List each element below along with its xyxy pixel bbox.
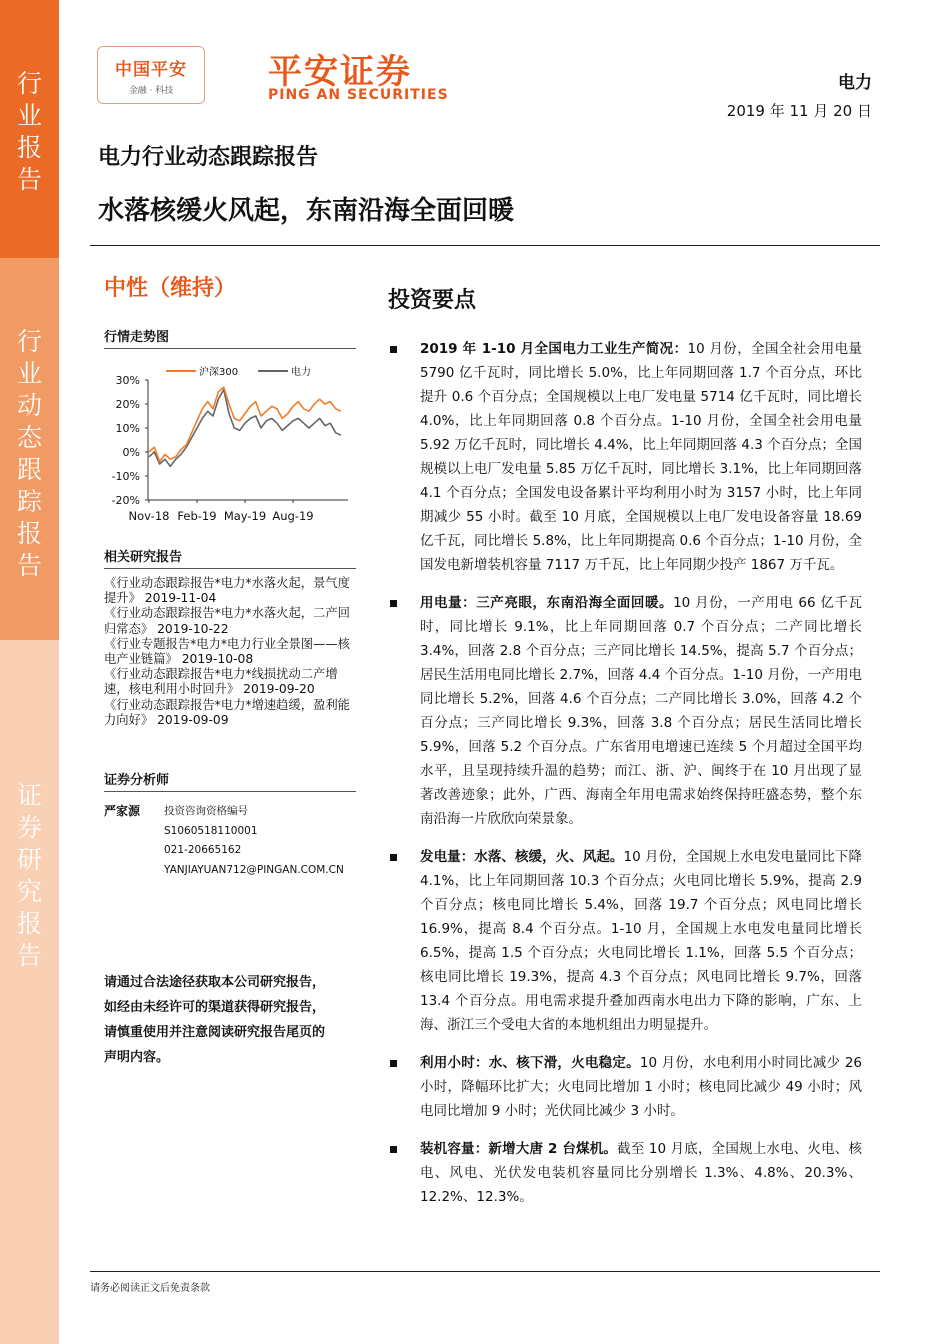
related-reports-label: 相关研究报告	[104, 550, 183, 565]
analyst-name: 严家源	[104, 804, 141, 818]
sector-label: 电力	[838, 73, 872, 93]
analyst-cert-label: 投资咨询资格编号	[164, 805, 248, 817]
chart-y-tick-label: 30%	[115, 374, 140, 387]
bullet-square-icon	[390, 854, 397, 861]
bullet-square-icon	[390, 1060, 397, 1067]
analyst-section-label: 证券分析师	[104, 773, 170, 788]
chart-y-tick-label: -20%	[111, 494, 140, 507]
analyst-info	[164, 802, 354, 880]
investment-points-heading: 投资要点	[388, 288, 477, 313]
point-lead: 利用小时：水、核下滑，火电稳定。	[420, 1055, 640, 1071]
chart-y-tick-label: 20%	[115, 398, 140, 411]
point-body: 截至 10 月底，全国规上水电、火电、核电、风电、光伏发电装机容量同比分别增长 1.3%、4.8%、20.3%、12.2%、12.3%。	[420, 1141, 862, 1205]
investment-points-list	[388, 337, 862, 1209]
investment-point	[388, 1137, 862, 1209]
chart-legend-label: 沪深300	[199, 367, 239, 378]
bullet-square-icon	[390, 600, 397, 607]
chart-y-tick-label: 10%	[115, 422, 140, 435]
trend-chart-label: 行情走势图	[104, 330, 170, 345]
section-divider	[104, 568, 356, 569]
section-divider	[104, 348, 356, 349]
related-report-item[interactable]: 《行业专题报告*电力*电力行业全景图——核电产业链篇》 2019-10-08	[104, 636, 350, 667]
related-report-item[interactable]: 《行业动态跟踪报告*电力*水落火起，景气度提升》 2019-11-04	[104, 576, 350, 606]
related-report-item[interactable]: 《行业动态跟踪报告*电力*线损扰动二产增速，核电利用小时回升》 2019-09-20	[104, 667, 338, 697]
investment-point	[388, 591, 862, 831]
analyst-cert-no: S1060518110001	[164, 824, 258, 837]
footer-divider	[90, 1271, 880, 1272]
chart-legend-label: 电力	[291, 367, 311, 378]
point-lead: 装机容量：新增大唐 2 台煤机。	[420, 1141, 618, 1157]
chart-x-tick-label: Feb-19	[177, 509, 217, 523]
brand-name-cn: 平安证券	[268, 52, 412, 92]
sidebar-band-text: 行业动态跟踪报告	[16, 327, 42, 580]
chart-x-tick-label: May-19	[223, 509, 267, 523]
page-title: 水落核缓火风起，东南沿海全面回暖	[98, 196, 515, 226]
bullet-square-icon	[390, 346, 397, 353]
related-report-item[interactable]: 《行业动态跟踪报告*电力*水落火起，二产回归常态》 2019-10-22	[104, 606, 350, 636]
sidebar-band-text: 行业报告	[16, 69, 42, 194]
logo-main-text: 中国平安	[115, 60, 187, 80]
point-body: 10 月份，全国规上水电发电量同比下降 4.1%，比上年同期回落 10.3 个百分点；火电同比增长 5.9%，提高 2.9 个百分点；核电同比增长 5.4%，回落 19.7 个百分点；风电同比增长 16.9%，提高 8.4 个百分点。1-10 月，全国规上水电发电量同比增长 6.5%，提高 1.5 个百分点；火电同比增长 1.1%，回落 5.5 个百分点；核电同比增长 19.3%，提高 4.3 个百分点；风电同比增长 9.7%，回落 13.4 个百分点。用电需求提升叠加西南水电出力下降的影响，广东、上海、浙江三个受电大省的本地机组出力明显提升。	[420, 849, 862, 1033]
chart-x-tick-label: Nov-18	[128, 509, 170, 523]
point-lead: 发电量：水落、核缓，火、风起。	[420, 849, 624, 865]
footer-disclaimer: 请务必阅读正文后免责条款	[90, 1283, 210, 1294]
chart-x-tick-label: Aug-19	[272, 509, 314, 523]
point-lead: 用电量：三产亮眼，东南沿海全面回暖。	[420, 595, 674, 611]
investment-point	[388, 1051, 862, 1123]
disclaimer-notice: 请通过合法途径获取本公司研究报告，如经由未经许可的渠道获得研究报告，请慎重使用并注意阅读研究报告尾页的声明内容。	[104, 975, 326, 1065]
sidebar-band-tracking-report	[0, 258, 59, 640]
analyst-email[interactable]: YANJIAYUAN712@PINGAN.COM.CN	[164, 863, 344, 876]
point-body: 10 月份，水电利用小时同比减少 26 小时，降幅环比扩大；火电同比增加 1 小时；核电同比减少 49 小时；风电同比增加 9 小时；光伏同比减少 3 小时。	[420, 1055, 862, 1119]
sidebar-band-industry-report	[0, 0, 59, 258]
point-body: 10 月份，一产用电 66 亿千瓦时，同比增长 9.1%，比上年同期回落 0.7 个百分点；二产同比增长 3.4%，回落 2.8 个百分点；三产同比增长 14.5%，提高 5.7 个百分点；居民生活用电同比增长 2.7%，回落 4.4 个百分点。1-10 月份，一产用电同比增长 5.2%，回落 4.6 个百分点；二产同比增长 3.0%，回落 4.2 个百分点；三产同比增长 9.3%，回落 3.8 个百分点；居民生活同比增长 5.9%，回落 5.2 个百分点。广东省用电增速已连续 5 个月超过全国平均水平，且呈现持续升温的趋势；而江、浙、沪、闽终于在 10 月出现了显著改善迹象；此外，广西、海南全年用电需求始终保持旺盛态势，整个东南沿海一片欣欣向荣景象。	[420, 595, 862, 827]
chart-y-tick-label: 0%	[122, 446, 140, 459]
brand-name-en: PING AN SECURITIES	[268, 87, 449, 103]
point-lead: 2019 年 1-10 月全国电力工业生产简况：	[420, 341, 688, 357]
section-divider	[104, 791, 356, 792]
analyst-phone: 021-20665162	[164, 844, 242, 856]
trend-chart	[104, 356, 356, 526]
chart-y-tick-label: -10%	[111, 470, 140, 483]
rating: 中性（维持）	[104, 276, 237, 301]
investment-point	[388, 845, 862, 1037]
sidebar-band-securities-research	[0, 640, 59, 1344]
related-report-item[interactable]: 《行业动态跟踪报告*电力*增速趋缓，盈利能力向好》 2019-09-09	[104, 697, 350, 727]
point-body: 10 月份，全国全社会用电量 5790 亿千瓦时，同比增长 5.0%，比上年同期回落 1.7 个百分点，环比提升 0.6 个百分点；全国规模以上电厂发电量 5714 亿千瓦时，同比增长 4.0%，比上年同期回落 0.8 个百分点。1-10 月份，全国全社会用电量 5.92 万亿千瓦时，同比增长 4.4%，比上年同期回落 4.3 个百分点；全国规模以上电厂发电量 5.85 万亿千瓦时，同比增长 3.1%，比上年同期回落 4.1 个百分点；全国发电设备累计平均利用小时为 3157 小时，比上年同期减少 55 小时。截至 10 月底，全国规模以上电厂发电设备容量 18.69 亿千瓦，同比增长 5.8%，比上年同期提高 0.6 个百分点；1-10 月份，全国发电新增装机容量 7117 万千瓦，比上年同期少投产 1867 万千瓦。	[420, 341, 862, 573]
related-reports-list	[104, 576, 356, 728]
investment-point	[388, 337, 862, 577]
report-date: 2019 年 11 月 20 日	[726, 102, 872, 120]
ping-an-logo	[97, 46, 205, 104]
sidebar-band-text: 证券研究报告	[16, 781, 42, 970]
logo-sub-text: 金融 · 科技	[128, 86, 174, 96]
bullet-square-icon	[390, 1146, 397, 1153]
report-type: 电力行业动态跟踪报告	[98, 145, 319, 170]
header-divider	[90, 245, 880, 246]
